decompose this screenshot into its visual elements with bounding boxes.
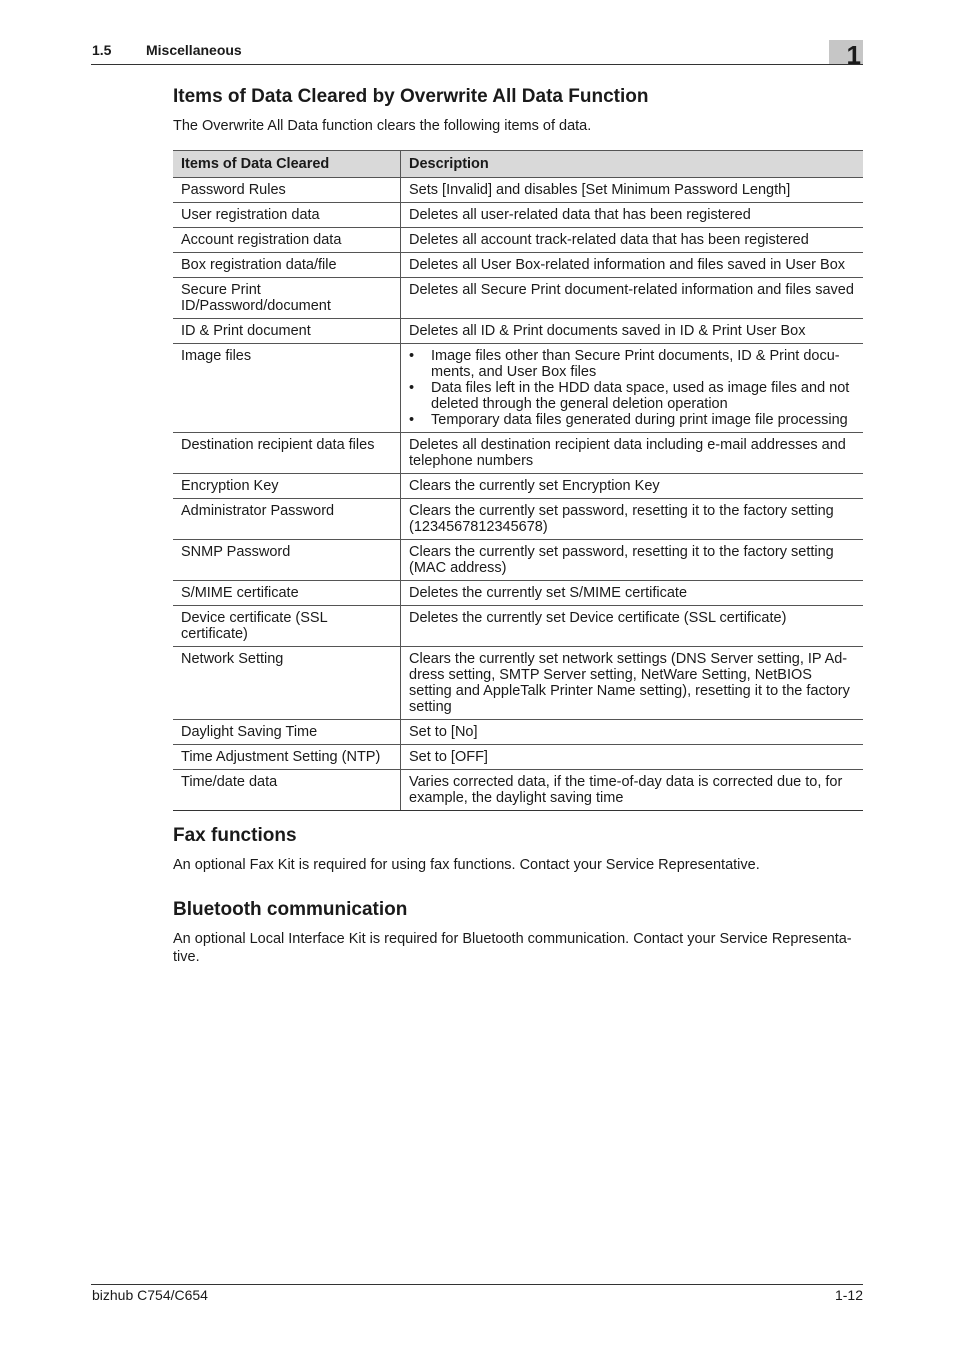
cell-item: SNMP Password [173, 540, 401, 581]
table-row [173, 178, 863, 203]
table-row [173, 203, 863, 228]
intro-text: The Overwrite All Data function clears the following items of data. [173, 118, 592, 134]
cell-description: Set to [OFF] [401, 745, 864, 770]
table-row [173, 433, 863, 474]
table-row [173, 581, 863, 606]
cell-description: Clears the currently set password, resetting it to the factory setting (MAC address) [401, 540, 864, 581]
cell-item: Device certificate (SSL certificate) [173, 606, 401, 647]
cell-description: Varies corrected data, if the time-of-day data is corrected due to, for example, the daylight saving time [401, 770, 864, 811]
table-row [173, 253, 863, 278]
cell-description: Deletes all User Box-related information and files saved in User Box [401, 253, 864, 278]
cell-item: Administrator Password [173, 499, 401, 540]
cell-item: Secure Print ID/Password/document [173, 278, 401, 319]
cell-description: Deletes all user-related data that has been registered [401, 203, 864, 228]
table-row [173, 499, 863, 540]
fax-title: Fax functions [173, 825, 297, 846]
cell-description: Clears the currently set network settings (DNS Server setting, IP Ad-dress setting, SMTP Server setting, NetWare Setting, NetBIOS setting and AppleTalk Printer Name setting), resetting it to the factory setting [401, 647, 864, 720]
section-heading [92, 42, 242, 58]
page-title: Items of Data Cleared by Overwrite All Data Function [173, 86, 649, 107]
header-divider [91, 64, 863, 65]
cell-description: Deletes all destination recipient data including e-mail addresses and telephone numbers [401, 433, 864, 474]
cell-item: ID & Print document [173, 319, 401, 344]
cell-item: Time/date data [173, 770, 401, 811]
table-row [173, 720, 863, 745]
table-row [173, 540, 863, 581]
cell-item: Account registration data [173, 228, 401, 253]
cell-description [401, 344, 864, 433]
cell-description: Clears the currently set password, resetting it to the factory setting (1234567812345678) [401, 499, 864, 540]
cell-description: Deletes the currently set S/MIME certificate [401, 581, 864, 606]
table-row [173, 745, 863, 770]
cell-description: Deletes all Secure Print document-related information and files saved [401, 278, 864, 319]
footer-page-number: 1-12 [834, 1287, 863, 1303]
table-row [173, 606, 863, 647]
cell-item: Password Rules [173, 178, 401, 203]
bullet-item: • Image files other than Secure Print documents, ID & Print docu-ments, and User Box files [431, 348, 855, 380]
cell-item: Time Adjustment Setting (NTP) [173, 745, 401, 770]
data-cleared-table [173, 150, 863, 811]
cell-item: S/MIME certificate [173, 581, 401, 606]
cell-item: Box registration data/file [173, 253, 401, 278]
chapter-badge [829, 40, 863, 70]
section-number: 1.5 [92, 42, 112, 58]
table-row [173, 647, 863, 720]
bullet-item: • Temporary data files generated during print image file processing [431, 412, 855, 428]
cell-description: Deletes the currently set Device certificate (SSL certificate) [401, 606, 864, 647]
bullet-item: • Data files left in the HDD data space, used as image files and not deleted through the general deletion operation [431, 380, 855, 412]
cell-description: Clears the currently set Encryption Key [401, 474, 864, 499]
cell-description: Deletes all ID & Print documents saved in ID & Print User Box [401, 319, 864, 344]
bluetooth-text: An optional Local Interface Kit is required for Bluetooth communication. Contact your Service Representa-tive. [173, 931, 852, 965]
cell-item: Image files [173, 344, 401, 433]
cell-item: Daylight Saving Time [173, 720, 401, 745]
fax-text: An optional Fax Kit is required for using fax functions. Contact your Service Representative. [173, 857, 760, 873]
table-row [173, 344, 863, 433]
cell-description: Deletes all account track-related data that has been registered [401, 228, 864, 253]
cell-item: User registration data [173, 203, 401, 228]
cell-item: Encryption Key [173, 474, 401, 499]
cell-description: Set to [No] [401, 720, 864, 745]
cell-item: Network Setting [173, 647, 401, 720]
column-header-description: Description [401, 151, 864, 178]
table-row [173, 228, 863, 253]
cell-description: Sets [Invalid] and disables [Set Minimum Password Length] [401, 178, 864, 203]
table-row [173, 770, 863, 811]
footer-product: bizhub C754/C654 [92, 1287, 208, 1303]
chapter-number: 1 [846, 40, 861, 70]
footer-divider [91, 1284, 863, 1285]
bluetooth-title: Bluetooth communication [173, 899, 408, 920]
cell-item: Destination recipient data files [173, 433, 401, 474]
table-row [173, 319, 863, 344]
column-header-items: Items of Data Cleared [173, 151, 401, 178]
table-header-row [173, 151, 863, 178]
table-row [173, 474, 863, 499]
section-title: Miscellaneous [146, 42, 242, 58]
table-row [173, 278, 863, 319]
bullet-list [409, 348, 855, 428]
